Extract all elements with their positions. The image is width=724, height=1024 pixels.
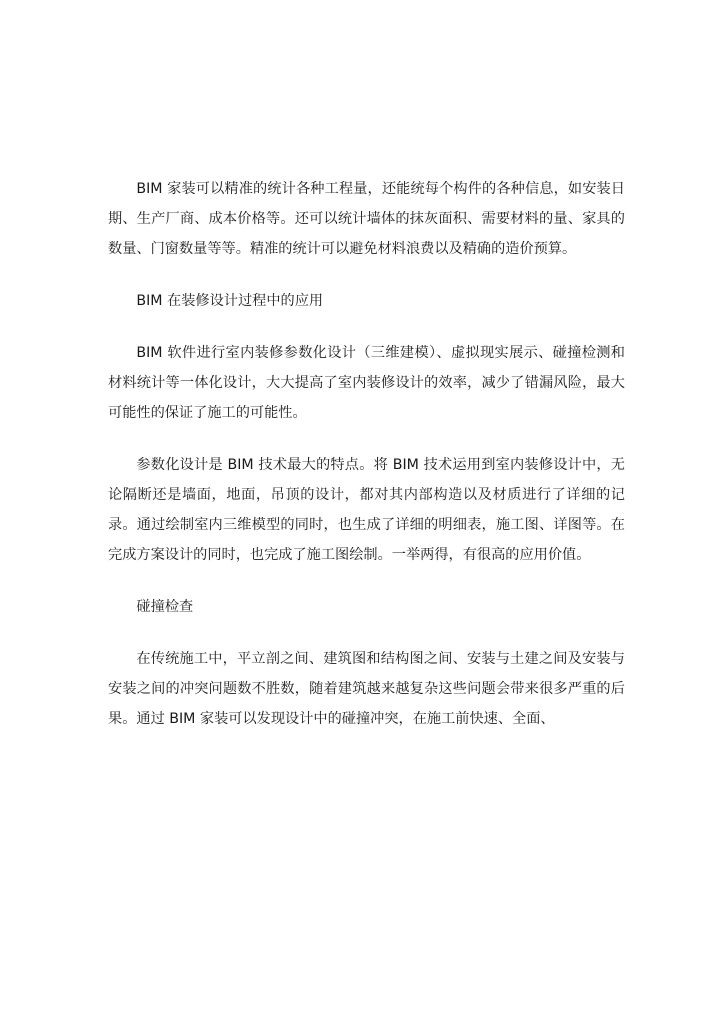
- section-heading-collision-check: 碰撞检查: [136, 599, 194, 615]
- paragraph-parametric-design: 参数化设计是 BIM 技术最大的特点。将 BIM 技术运用到室内装修设计中，无论隔断还是墙面，地面，吊顶的设计，都对其内部构造以及材质进行了详细的记录。通过绘制室内三维模型的同时，也生成了详细的明细表，施工图、详图等。在完成方案设计的同时，也完成了施工图绘制。一举两得，有很高的应用价值。: [108, 457, 625, 563]
- paragraph-quantity-statistics: BIM 家装可以精准的统计各种工程量，还能统每个构件的各种信息，如安装日期、生产厂商、成本价格等。还可以统计墙体的抹灰面积、需要材料的量、家具的数量、门窗数量等等。精准的统计可以避免材料浪费以及精确的造价预算。: [108, 181, 625, 257]
- section-heading-design-application: BIM 在装修设计过程中的应用: [136, 293, 324, 309]
- paragraph-software-design: BIM 软件进行室内装修参数化设计（三维建模）、虚拟现实展示、碰撞检测和材料统计等一体化设计，大大提高了室内装修设计的效率，减少了错漏风险，最大可能性的保证了施工的可能性。: [108, 345, 625, 421]
- document-body: [108, 174, 625, 756]
- paragraph-collision-conflicts: 在传统施工中，平立剖之间、建筑图和结构图之间、安装与土建之间及安装与安装之间的冲突问题数不胜数，随着建筑越来越复杂这些问题会带来很多严重的后果。通过 BIM 家装可以发现设计中的碰撞冲突，在施工前快速、全面、: [108, 651, 625, 727]
